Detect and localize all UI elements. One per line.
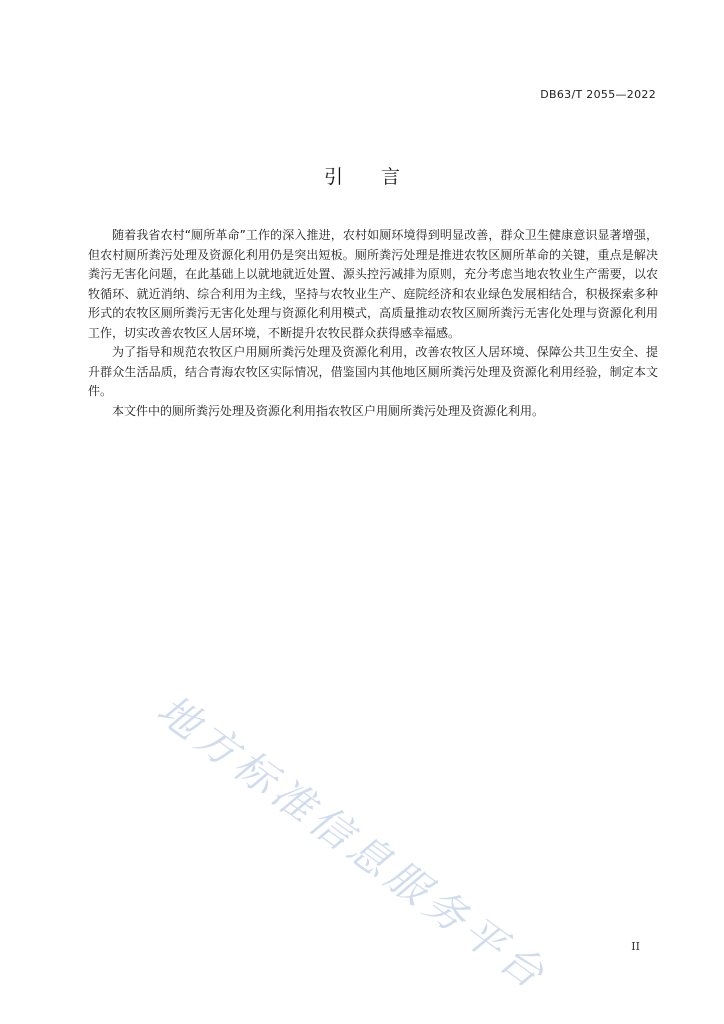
title-char-1: 引: [323, 166, 343, 188]
title-char-2: 言: [381, 166, 401, 188]
document-code: DB63/T 2055—2022: [540, 88, 656, 101]
watermark-text: 地方标准信息服务平台: [148, 685, 557, 1001]
paragraph-2: 为了指导和规范农牧区户用厕所粪污处理及资源化利用，改善农牧区人居环境、保障公共卫生安全、提升群众生活品质，结合青海农牧区实际情况，借鉴国内其他地区厕所粪污处理及资源化利用经验，制定本文件。: [88, 345, 658, 398]
page-number: II: [631, 940, 640, 953]
paragraph-3: 本文件中的厕所粪污处理及资源化利用指农牧区户用厕所粪污处理及资源化利用。: [112, 403, 545, 418]
paragraph-1: 随着我省农村“厕所革命”工作的深入推进，农村如厕环境得到明显改善，群众卫生健康意识显著增强，但农村厕所粪污处理及资源化利用仍是突出短板。厕所粪污处理是推进农牧区厕所革命的关键，重点是解决粪污无害化问题，在此基础上以就地就近处置、源头控污减排为原则，充分考虑当地农牧业生产需要，以农牧循环、就近消纳、综合利用为主线，坚持与农牧业生产、庭院经济和农业绿色发展相结合，积极探索多种形式的农牧区厕所粪污无害化处理与资源化利用模式，高质量推动农牧区厕所粪污无害化处理与资源化利用工作，切实改善农牧区人居环境，不断提升农牧民群众获得感幸福感。: [88, 228, 658, 340]
page-title: [0, 162, 724, 189]
introduction-body: [88, 226, 658, 421]
